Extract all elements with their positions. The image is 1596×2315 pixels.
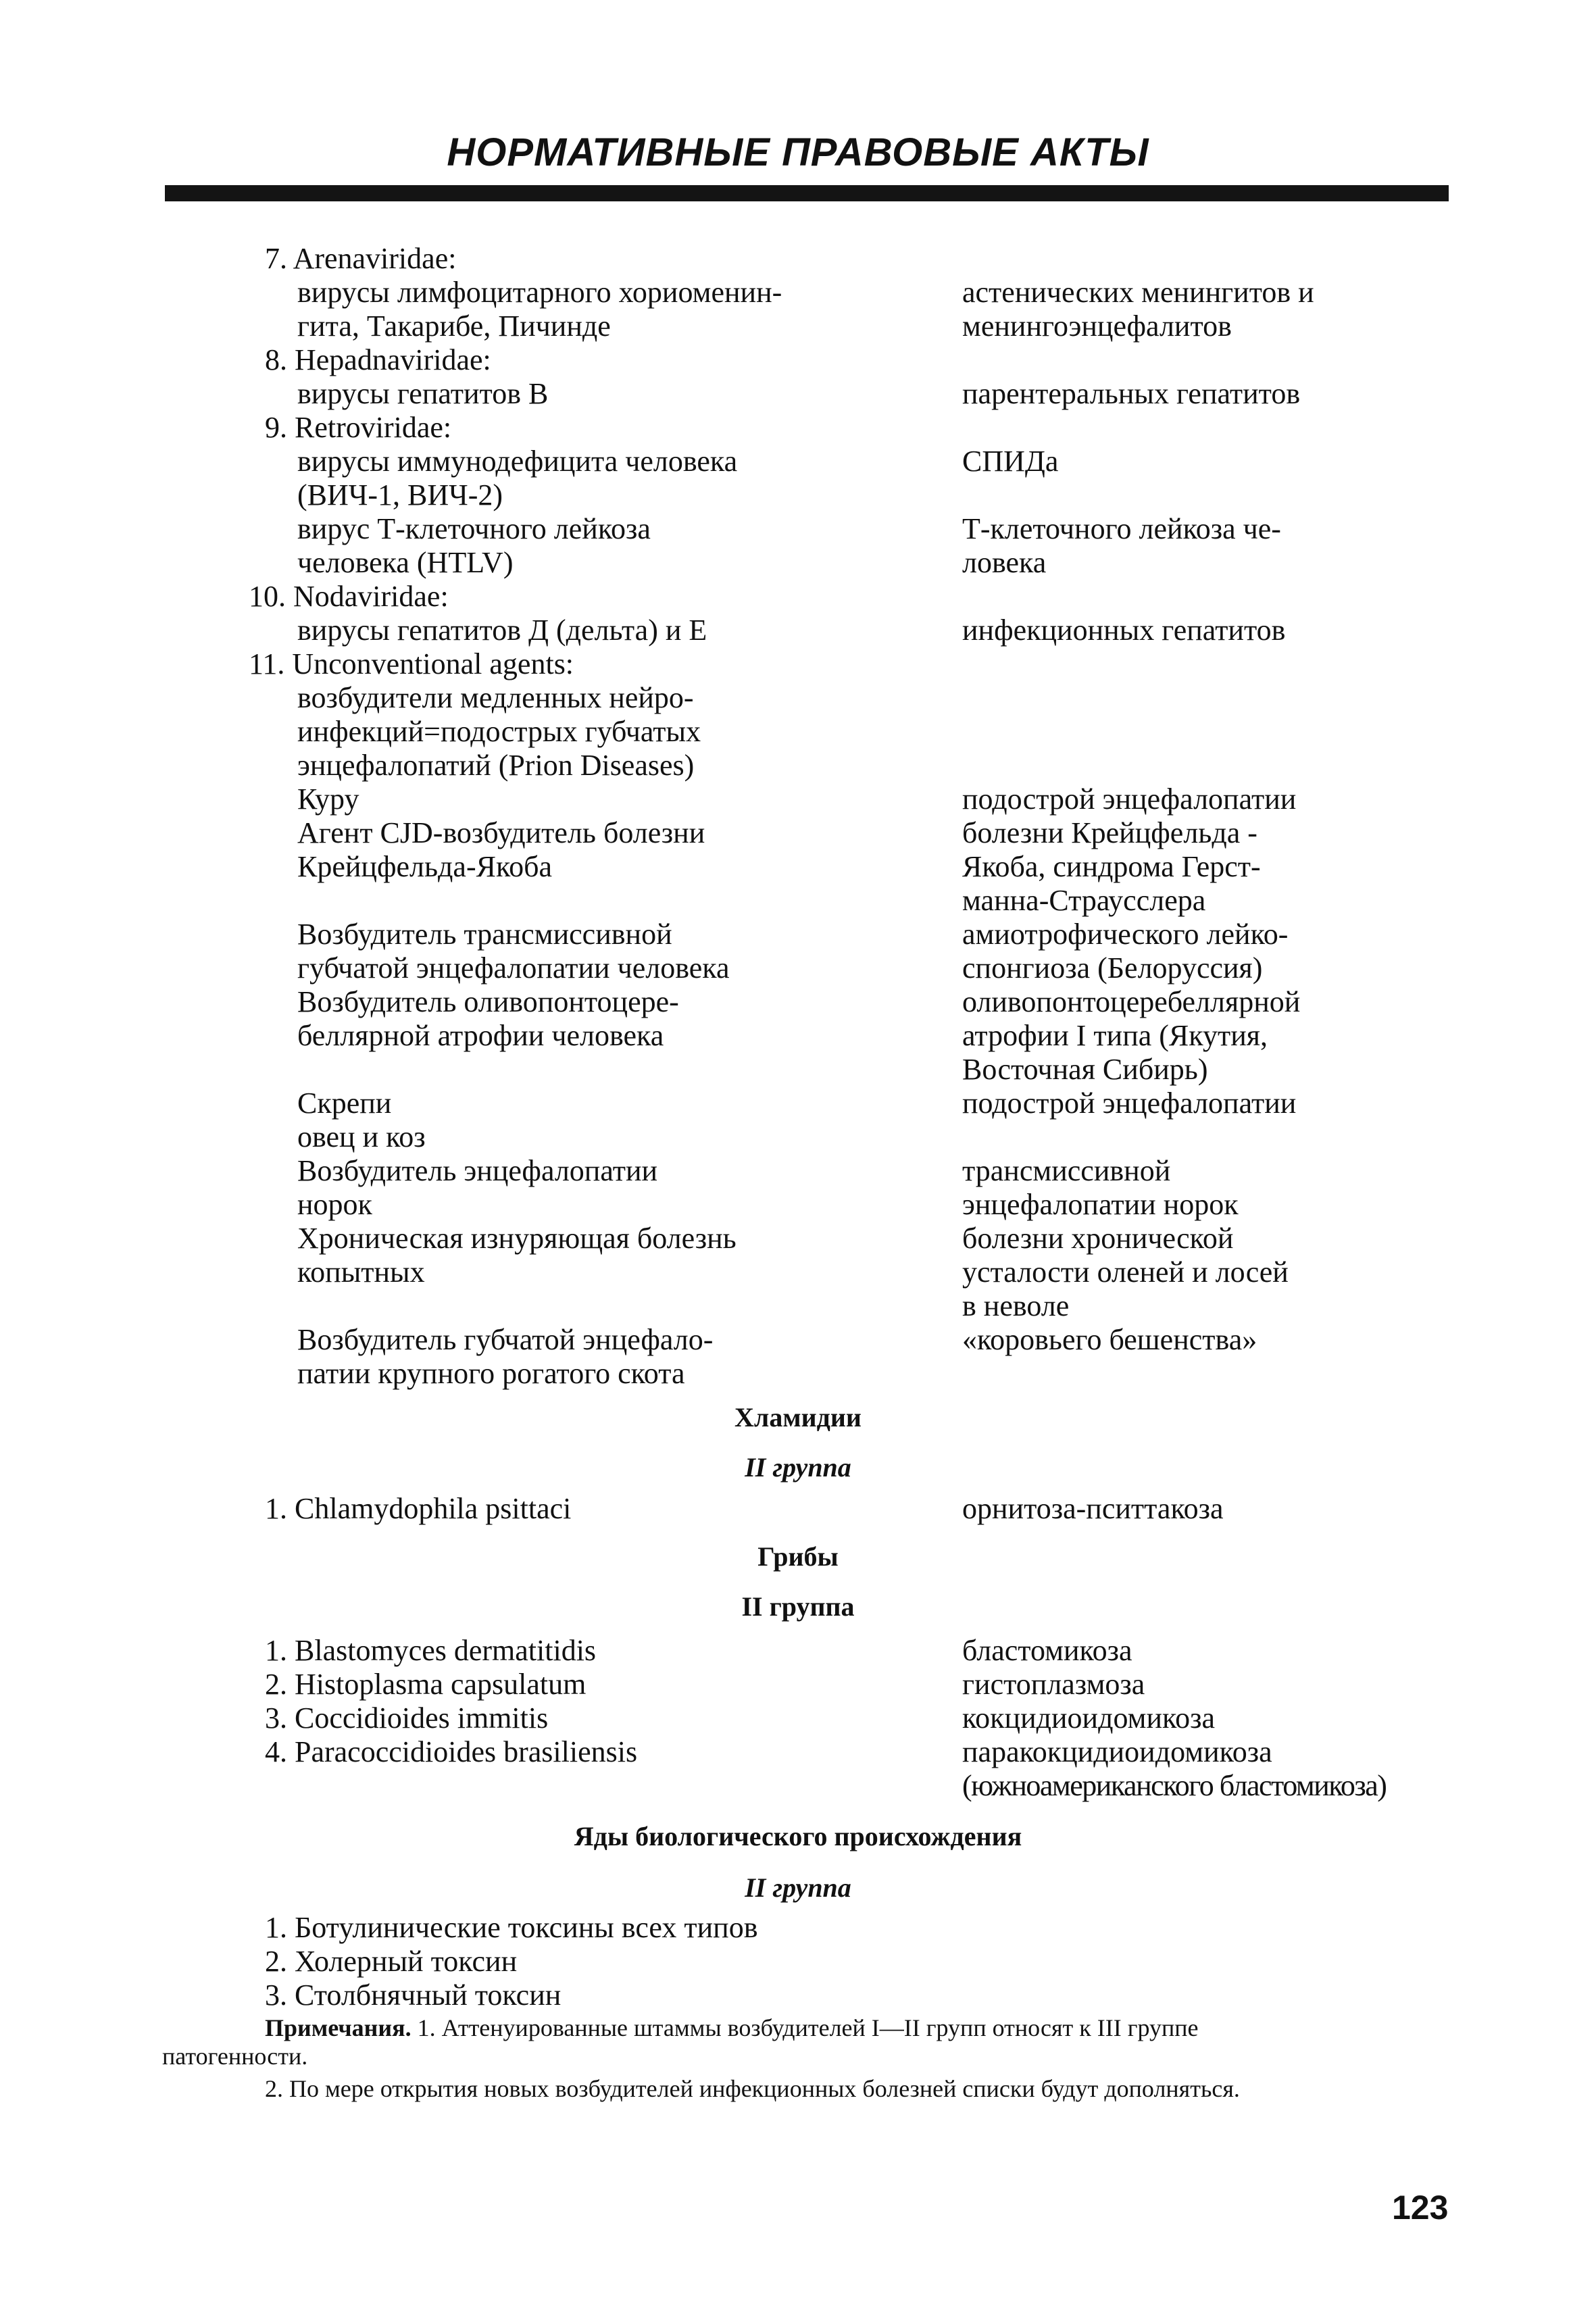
- disease-line: менингоэнцефалитов: [962, 309, 1232, 343]
- agent-line: норок: [297, 1188, 372, 1221]
- agent-line: инфекций=подострых губчатых: [297, 715, 701, 748]
- disease-line: трансмиссивной: [962, 1154, 1171, 1187]
- agent-line: возбудители медленных нейро-: [297, 681, 694, 714]
- agent-line: Крейцфельда-Якоба: [297, 850, 553, 883]
- organism-item: 1. Blastomyces dermatitidis: [265, 1634, 597, 1667]
- disease-line: Т-клеточного лейкоза че-: [962, 512, 1281, 545]
- disease-line: подострой энцефалопатии: [962, 1087, 1297, 1120]
- disease-line: инфекционных гепатитов: [962, 614, 1286, 647]
- agent-line: Возбудитель трансмиссивной: [297, 918, 672, 951]
- disease-line: гистоплазмоза: [962, 1668, 1145, 1701]
- toxin-item: 2. Холерный токсин: [265, 1945, 518, 1978]
- disease-line: в неволе: [962, 1289, 1070, 1322]
- agent-line: Скрепи: [297, 1087, 392, 1120]
- disease-line: (южноамериканского бластомикоза): [962, 1769, 1387, 1802]
- agent-line: Куру: [297, 782, 359, 816]
- family-hepadnaviridae: 8. Hepadnaviridae:: [265, 343, 491, 376]
- disease-line: амиотрофического лейко-: [962, 918, 1289, 951]
- organism-item: 4. Paracoccidioides brasiliensis: [265, 1735, 638, 1768]
- section-heading-fungi: Грибы: [757, 1541, 839, 1572]
- section-heading-chlamydia: Хламидии: [734, 1402, 862, 1433]
- family-unconventional-agents: 11. Unconventional agents:: [249, 647, 574, 680]
- virus-line: (ВИЧ-1, ВИЧ-2): [297, 478, 503, 512]
- notes-line-2: патогенности.: [162, 2043, 308, 2070]
- header-rule: [165, 185, 1449, 201]
- disease-line: паракокцидиоидомикоза: [962, 1735, 1272, 1768]
- disease-line: болезни хронической: [962, 1222, 1234, 1255]
- disease-line: кокцидиоидомикоза: [962, 1701, 1216, 1735]
- disease-line: парентеральных гепатитов: [962, 377, 1301, 410]
- page-number: 123: [1392, 2189, 1449, 2226]
- disease-line: астенических менингитов и: [962, 276, 1314, 309]
- agent-line: Возбудитель оливопонтоцере-: [297, 985, 679, 1018]
- agent-line: Хроническая изнуряющая болезнь: [297, 1222, 737, 1255]
- disease-line: ловека: [962, 546, 1047, 579]
- virus-line: вирусы гепатитов В: [297, 377, 549, 410]
- organism-item: 3. Coccidioides immitis: [265, 1701, 549, 1735]
- page-header-title: НОРМАТИВНЫЕ ПРАВОВЫЕ АКТЫ: [447, 130, 1149, 174]
- agent-line: Возбудитель губчатой энцефало-: [297, 1323, 714, 1356]
- virus-line: вирусы лимфоцитарного хориоменин-: [297, 276, 782, 309]
- agent-line: Агент CJD-возбудитель болезни: [297, 816, 705, 849]
- agent-line: энцефалопатий (Prion Diseases): [297, 749, 695, 782]
- organism-item: 2. Histoplasma capsulatum: [265, 1668, 587, 1701]
- group-label: II группа: [745, 1452, 851, 1483]
- agent-line: Возбудитель энцефалопатии: [297, 1154, 658, 1187]
- group-label: II группа: [741, 1591, 855, 1622]
- agent-line: беллярной атрофии человека: [297, 1019, 664, 1052]
- family-arenaviridae: 7. Arenaviridae:: [265, 242, 457, 275]
- notes-line-1: [265, 2014, 1199, 2042]
- disease-line: подострой энцефалопатии: [962, 782, 1297, 816]
- notes-text: 1. Аттенуированные штаммы возбудителей I—II групп относят к III группе: [417, 2014, 1199, 2041]
- disease-line: атрофии I типа (Якутия,: [962, 1019, 1268, 1052]
- virus-line: вирусы гепатитов Д (дельта) и Е: [297, 614, 707, 647]
- agent-line: копытных: [297, 1255, 425, 1289]
- notes-line-3: 2. По мере открытия новых возбудителей инфекционных болезней списки будут дополняться.: [265, 2075, 1240, 2102]
- disease-line: Якоба, синдрома Герст-: [962, 850, 1261, 883]
- toxin-item: 3. Столбнячный токсин: [265, 1978, 562, 2012]
- disease-line: орнитоза-пситтакоза: [962, 1492, 1224, 1525]
- virus-line: вирусы иммунодефицита человека: [297, 445, 738, 478]
- disease-line: усталости оленей и лосей: [962, 1255, 1289, 1289]
- disease-line: энцефалопатии норок: [962, 1188, 1239, 1221]
- disease-line: манна-Страусслера: [962, 884, 1206, 917]
- notes-label: Примечания.: [265, 2014, 412, 2041]
- disease-line: Восточная Сибирь): [962, 1053, 1208, 1086]
- organism-item: 1. Chlamydophila psittaci: [265, 1492, 572, 1525]
- agent-line: патии крупного рогатого скота: [297, 1357, 685, 1390]
- disease-line: «коровьего бешенства»: [962, 1323, 1257, 1356]
- disease-line: спонгиоза (Белоруссия): [962, 951, 1263, 985]
- family-retroviridae: 9. Retroviridae:: [265, 411, 452, 444]
- virus-line: гита, Такарибе, Пичинде: [297, 309, 611, 343]
- agent-line: губчатой энцефалопатии человека: [297, 951, 730, 985]
- family-nodaviridae: 10. Nodaviridae:: [249, 580, 449, 613]
- virus-line: человека (HTLV): [297, 546, 514, 579]
- disease-line: бластомикоза: [962, 1634, 1132, 1667]
- section-heading-toxins: Яды биологического происхождения: [574, 1821, 1022, 1851]
- disease-line: оливопонтоцеребеллярной: [962, 985, 1301, 1018]
- virus-line: вирус Т-клеточного лейкоза: [297, 512, 651, 545]
- toxin-item: 1. Ботулинические токсины всех типов: [265, 1911, 758, 1944]
- disease-line: болезни Крейцфельда -: [962, 816, 1257, 849]
- group-label: II группа: [745, 1872, 851, 1903]
- agent-line: овец и коз: [297, 1120, 426, 1153]
- disease-line: СПИДа: [962, 445, 1059, 478]
